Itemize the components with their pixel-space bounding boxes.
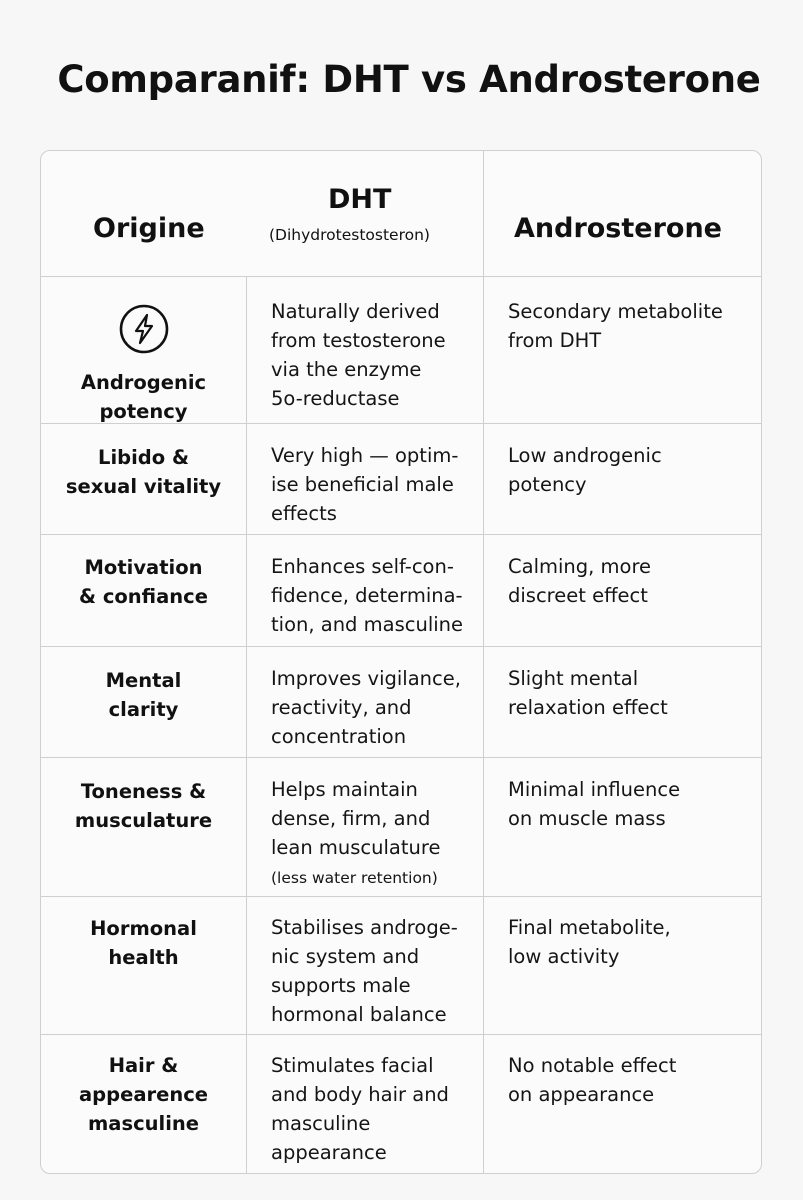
dht-cell (246, 647, 483, 757)
row-label: Mental clarity (105, 669, 182, 721)
header-cell-origine (41, 151, 483, 276)
dht-cell (246, 1035, 483, 1174)
dht-text: Improves vigilance, reactivity, and concentration (271, 667, 461, 748)
row-label-cell (41, 1035, 246, 1174)
table-row (41, 647, 761, 758)
table-row (41, 897, 761, 1035)
dht-text: Stimulates facial and body hair and masculine appearance (271, 1054, 449, 1164)
androsterone-cell (483, 758, 761, 896)
row-label: Motivation & confiance (79, 556, 208, 608)
row-label: Libido & sexual vitality (65, 446, 222, 498)
androsterone-cell (483, 1035, 761, 1174)
header-dht-subtitle: (Dihydrotestosteron) (269, 226, 430, 244)
androsterone-cell (483, 535, 761, 646)
row-label: Hair & appearence masculine (79, 1054, 208, 1135)
row-label-cell (41, 758, 246, 896)
dht-cell (246, 535, 483, 646)
dht-text: Stabilises androge- nic system and supports male hormonal balance (271, 916, 458, 1026)
row-label-cell (41, 277, 246, 423)
androsterone-cell (483, 897, 761, 1034)
dht-cell (246, 758, 483, 896)
androsterone-text: Minimal influence on muscle mass (508, 778, 681, 830)
androsterone-cell (483, 424, 761, 534)
androsterone-text: No notable effect on appearance (508, 1054, 677, 1106)
row-label-cell (41, 647, 246, 757)
table-header-row (41, 151, 761, 277)
dht-text (271, 775, 440, 893)
androsterone-cell (483, 277, 761, 423)
dht-text: Enhances self-con- fidence, determina- tion, and masculine (271, 555, 464, 636)
header-cell-androsterone (483, 151, 761, 276)
table-row (41, 1035, 761, 1174)
dht-text: Very high — optim- ise beneficial male effects (271, 444, 459, 525)
page-title: Comparanif: DHT vs Androsterone (57, 58, 761, 101)
dht-text-main: Helps maintain dense, firm, and lean musculature (271, 778, 441, 859)
table-row (41, 424, 761, 535)
comparison-table (40, 150, 762, 1174)
androsterone-text: Final metabolite, low activity (508, 916, 671, 968)
row-label-cell (41, 897, 246, 1034)
dht-text: Naturally derived from testosterone via the enzyme 5o-reductase (271, 300, 446, 410)
header-origine: Origine (93, 213, 205, 244)
dht-cell (246, 424, 483, 534)
androsterone-cell (483, 647, 761, 757)
table-row (41, 758, 761, 897)
table-row (41, 535, 761, 647)
table-row (41, 277, 761, 424)
lightning-bolt-icon (118, 303, 170, 355)
androsterone-text: Calming, more discreet effect (508, 555, 652, 607)
dht-cell (246, 897, 483, 1034)
row-label: Androgenic potency (80, 371, 207, 423)
header-androsterone: Androsterone (514, 213, 722, 244)
androsterone-text: Low androgenic potency (508, 444, 662, 496)
dht-cell (246, 277, 483, 423)
androsterone-text: Secondary metabolite from DHT (508, 300, 723, 352)
row-label: Toneness & musculature (74, 780, 213, 832)
row-label-cell (41, 424, 246, 534)
header-dht: DHT (328, 184, 392, 215)
dht-text-note: (less water retention) (271, 869, 438, 887)
androsterone-text: Slight mental relaxation effect (508, 667, 668, 719)
row-label: Hormonal health (90, 917, 197, 969)
row-label-cell (41, 535, 246, 646)
